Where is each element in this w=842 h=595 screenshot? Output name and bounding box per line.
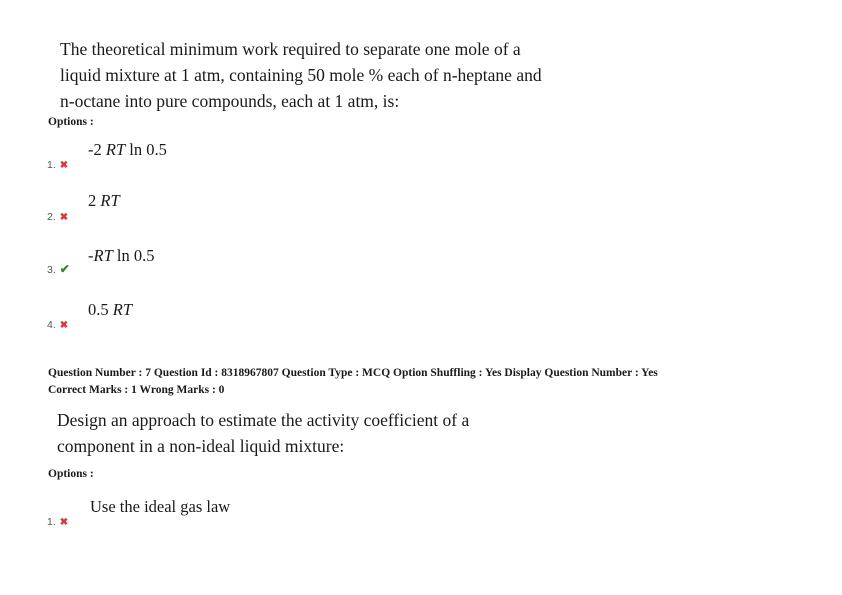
- question-line: Design an approach to estimate the activity coefficient of a: [57, 410, 470, 430]
- options-label: Options :: [48, 468, 94, 480]
- option-number: 1.: [47, 516, 56, 528]
- option-marker: [47, 207, 68, 225]
- option-marker: [47, 260, 70, 278]
- question-meta: Question Number : 7 Question Id : 8318967807 Question Type : MCQ Option Shuffling : Yes Display Question Number : Yes: [48, 367, 658, 379]
- option-marker: [47, 512, 68, 530]
- question-text: [57, 407, 469, 459]
- option-number: 4.: [47, 319, 56, 331]
- question-line: liquid mixture at 1 atm, containing 50 mole % each of n-heptane and: [60, 65, 542, 85]
- option-text: -2 RT ln 0.5: [88, 140, 167, 159]
- question-line: The theoretical minimum work required to separate one mole of a: [60, 39, 521, 59]
- option-number: 1.: [47, 159, 56, 171]
- marks-meta: Correct Marks : 1 Wrong Marks : 0: [48, 384, 225, 396]
- wrong-cross-icon: ✖: [59, 212, 69, 223]
- option-text: Use the ideal gas law: [90, 497, 231, 516]
- wrong-cross-icon: ✖: [59, 160, 69, 171]
- wrong-cross-icon: ✖: [59, 320, 69, 331]
- option-text: 0.5 RT: [88, 300, 133, 319]
- options-label: Options :: [48, 116, 94, 128]
- option-number: 2.: [47, 211, 56, 223]
- option-marker: [47, 155, 68, 173]
- correct-check-icon: ✔: [59, 262, 70, 276]
- option-marker: [47, 315, 68, 333]
- option-number: 3.: [47, 264, 56, 276]
- question-line: n-octane into pure compounds, each at 1 atm, is:: [60, 91, 400, 111]
- question-line: component in a non-ideal liquid mixture:: [57, 436, 345, 456]
- question-text: [60, 36, 542, 114]
- option-text: -RT ln 0.5: [88, 246, 155, 265]
- wrong-cross-icon: ✖: [59, 517, 69, 528]
- option-text: 2 RT: [88, 191, 120, 210]
